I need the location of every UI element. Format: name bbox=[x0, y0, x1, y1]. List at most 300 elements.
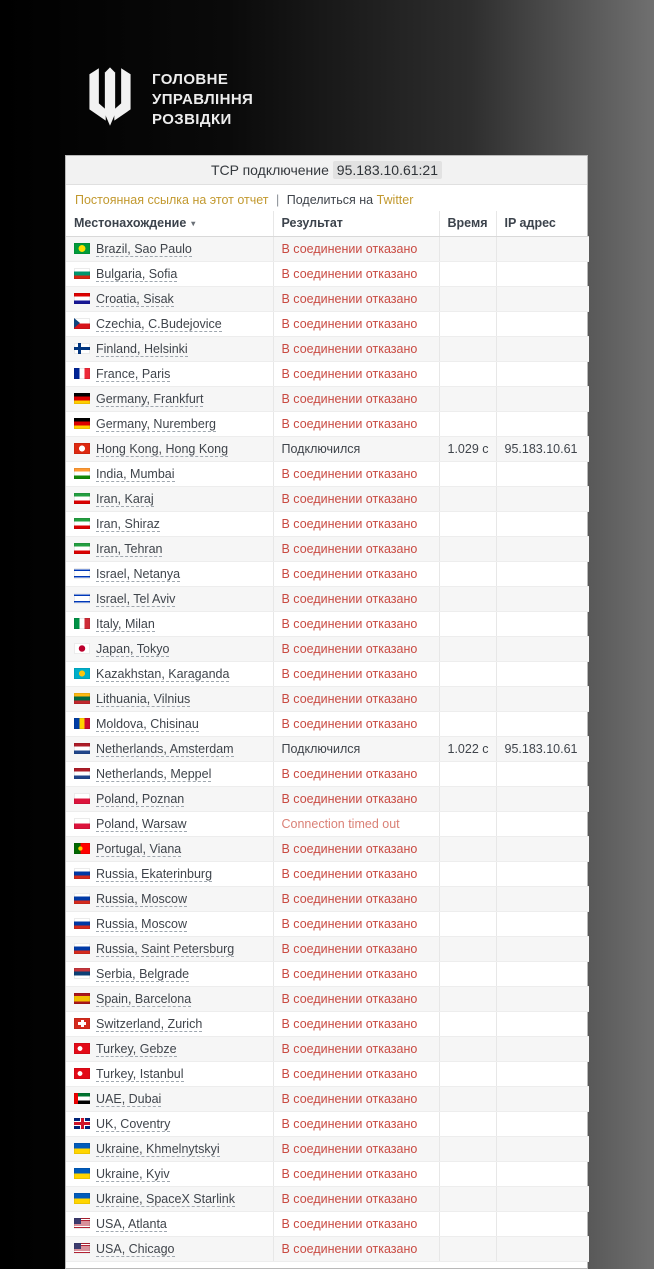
result-cell bbox=[273, 1062, 439, 1087]
ip-cell bbox=[496, 587, 589, 612]
country-flag-icon bbox=[74, 718, 90, 729]
location-link[interactable]: Iran, Tehran bbox=[96, 542, 163, 556]
table-row bbox=[66, 462, 589, 487]
ip-cell bbox=[496, 1012, 589, 1037]
result-cell bbox=[273, 762, 439, 787]
brand-line-2: УПРАВЛІННЯ bbox=[152, 91, 254, 108]
result-text: В соединении отказано bbox=[281, 792, 418, 806]
table-row bbox=[66, 1112, 589, 1137]
location-link[interactable]: Finland, Helsinki bbox=[96, 342, 188, 356]
time-cell bbox=[439, 237, 496, 262]
location-link[interactable]: UAE, Dubai bbox=[96, 1092, 162, 1106]
table-row bbox=[66, 662, 589, 687]
result-text: В соединении отказано bbox=[281, 717, 418, 731]
location-link[interactable]: Germany, Nuremberg bbox=[96, 417, 216, 431]
location-link[interactable]: Turkey, Gebze bbox=[96, 1042, 177, 1056]
table-row bbox=[66, 487, 589, 512]
location-cell bbox=[66, 1212, 273, 1237]
location-cell bbox=[66, 562, 273, 587]
location-link[interactable]: Japan, Tokyo bbox=[96, 642, 170, 656]
ip-cell bbox=[496, 1187, 589, 1212]
ip-cell bbox=[496, 1137, 589, 1162]
location-link[interactable]: Russia, Moscow bbox=[96, 892, 187, 906]
result-cell bbox=[273, 912, 439, 937]
time-cell bbox=[439, 662, 496, 687]
time-cell bbox=[439, 987, 496, 1012]
brand-line-1: ГОЛОВНЕ bbox=[152, 71, 229, 88]
country-flag-icon bbox=[74, 1093, 90, 1104]
result-cell bbox=[273, 362, 439, 387]
country-flag-icon bbox=[74, 668, 90, 679]
time-cell bbox=[439, 587, 496, 612]
result-cell bbox=[273, 387, 439, 412]
table-row bbox=[66, 287, 589, 312]
location-cell bbox=[66, 962, 273, 987]
time-cell bbox=[439, 1062, 496, 1087]
table-row bbox=[66, 937, 589, 962]
location-link[interactable]: UK, Coventry bbox=[96, 1117, 171, 1131]
country-flag-icon bbox=[74, 768, 90, 779]
result-cell bbox=[273, 612, 439, 637]
time-cell bbox=[439, 537, 496, 562]
location-cell bbox=[66, 837, 273, 862]
location-cell bbox=[66, 812, 273, 837]
country-flag-icon bbox=[74, 843, 90, 854]
permalink-link[interactable]: Постоянная ссылка на этот отчет bbox=[75, 193, 269, 207]
table-row bbox=[66, 912, 589, 937]
ip-cell bbox=[496, 387, 589, 412]
result-cell bbox=[273, 237, 439, 262]
result-text: В соединении отказано bbox=[281, 767, 418, 781]
time-cell bbox=[439, 1187, 496, 1212]
location-cell bbox=[66, 612, 273, 637]
country-flag-icon bbox=[74, 993, 90, 1004]
result-text: Подключился bbox=[281, 742, 361, 756]
location-link[interactable]: Bulgaria, Sofia bbox=[96, 267, 178, 281]
time-value: 1.029 с bbox=[447, 442, 489, 456]
time-cell bbox=[439, 512, 496, 537]
result-text: Подключился bbox=[281, 442, 361, 456]
result-cell bbox=[273, 462, 439, 487]
result-text: В соединении отказано bbox=[281, 1092, 418, 1106]
ip-cell bbox=[496, 287, 589, 312]
location-link[interactable]: Brazil, Sao Paulo bbox=[96, 242, 192, 256]
table-row bbox=[66, 1037, 589, 1062]
result-text: В соединении отказано bbox=[281, 992, 418, 1006]
result-text: В соединении отказано bbox=[281, 667, 418, 681]
result-text: В соединении отказано bbox=[281, 567, 418, 581]
col-location[interactable] bbox=[66, 211, 273, 237]
ip-cell bbox=[496, 1162, 589, 1187]
ip-cell bbox=[496, 662, 589, 687]
location-link[interactable]: Israel, Netanya bbox=[96, 567, 181, 581]
table-row bbox=[66, 837, 589, 862]
report-title bbox=[66, 156, 587, 185]
time-cell bbox=[439, 1162, 496, 1187]
country-flag-icon bbox=[74, 593, 90, 604]
table-row bbox=[66, 437, 589, 462]
time-cell bbox=[439, 762, 496, 787]
ip-value: 95.183.10.61 bbox=[504, 442, 578, 456]
table-row bbox=[66, 337, 589, 362]
result-text: В соединении отказано bbox=[281, 292, 418, 306]
table-row bbox=[66, 712, 589, 737]
time-cell bbox=[439, 262, 496, 287]
result-text: В соединении отказано bbox=[281, 492, 418, 506]
time-cell bbox=[439, 1112, 496, 1137]
location-cell bbox=[66, 337, 273, 362]
table-row bbox=[66, 562, 589, 587]
country-flag-icon bbox=[74, 818, 90, 829]
ip-cell bbox=[496, 1112, 589, 1137]
ip-cell bbox=[496, 562, 589, 587]
result-cell bbox=[273, 862, 439, 887]
time-cell bbox=[439, 412, 496, 437]
result-cell bbox=[273, 1012, 439, 1037]
result-text: В соединении отказано bbox=[281, 1117, 418, 1131]
result-cell bbox=[273, 837, 439, 862]
result-text: В соединении отказано bbox=[281, 317, 418, 331]
result-cell bbox=[273, 487, 439, 512]
location-link[interactable]: Lithuania, Vilnius bbox=[96, 692, 191, 706]
country-flag-icon bbox=[74, 418, 90, 429]
country-flag-icon bbox=[74, 618, 90, 629]
ip-cell bbox=[496, 1037, 589, 1062]
location-link[interactable]: Netherlands, Amsterdam bbox=[96, 742, 234, 756]
ip-cell bbox=[496, 887, 589, 912]
table-row bbox=[66, 962, 589, 987]
result-cell bbox=[273, 1162, 439, 1187]
location-cell bbox=[66, 1237, 273, 1262]
ip-cell bbox=[496, 962, 589, 987]
result-cell bbox=[273, 1237, 439, 1262]
location-link[interactable]: Kazakhstan, Karaganda bbox=[96, 667, 230, 681]
country-flag-icon bbox=[74, 1043, 90, 1054]
time-cell bbox=[439, 962, 496, 987]
table-row bbox=[66, 412, 589, 437]
ip-cell bbox=[496, 862, 589, 887]
ip-value: 95.183.10.61 bbox=[504, 742, 578, 756]
location-link[interactable]: Croatia, Sisak bbox=[96, 292, 174, 306]
time-cell bbox=[439, 1087, 496, 1112]
result-cell bbox=[273, 587, 439, 612]
brand-text bbox=[152, 70, 253, 130]
ip-cell bbox=[496, 787, 589, 812]
country-flag-icon bbox=[74, 643, 90, 654]
time-cell bbox=[439, 462, 496, 487]
ip-cell bbox=[496, 487, 589, 512]
ip-cell bbox=[496, 237, 589, 262]
time-cell bbox=[439, 837, 496, 862]
result-cell bbox=[273, 812, 439, 837]
table-row bbox=[66, 812, 589, 837]
result-text: В соединении отказано bbox=[281, 867, 418, 881]
result-text: В соединении отказано bbox=[281, 467, 418, 481]
ip-cell bbox=[496, 262, 589, 287]
ip-cell bbox=[496, 537, 589, 562]
report-links bbox=[66, 185, 587, 211]
ip-cell bbox=[496, 637, 589, 662]
time-cell bbox=[439, 937, 496, 962]
location-cell bbox=[66, 687, 273, 712]
country-flag-icon bbox=[74, 443, 90, 454]
location-link[interactable]: Hong Kong, Hong Kong bbox=[96, 442, 229, 456]
country-flag-icon bbox=[74, 243, 90, 254]
time-cell bbox=[439, 312, 496, 337]
country-flag-icon bbox=[74, 868, 90, 879]
result-text: В соединении отказано bbox=[281, 342, 418, 356]
time-cell bbox=[439, 637, 496, 662]
time-cell bbox=[439, 1237, 496, 1262]
country-flag-icon bbox=[74, 493, 90, 504]
time-cell bbox=[439, 1137, 496, 1162]
country-flag-icon bbox=[74, 1243, 90, 1254]
time-cell bbox=[439, 812, 496, 837]
time-cell bbox=[439, 912, 496, 937]
result-cell bbox=[273, 1087, 439, 1112]
ip-cell bbox=[496, 937, 589, 962]
gur-logo-block bbox=[84, 64, 253, 136]
table-row bbox=[66, 787, 589, 812]
location-link[interactable]: India, Mumbai bbox=[96, 467, 175, 481]
location-cell bbox=[66, 362, 273, 387]
result-cell bbox=[273, 1137, 439, 1162]
result-cell bbox=[273, 287, 439, 312]
result-text: В соединении отказано bbox=[281, 892, 418, 906]
ip-cell bbox=[496, 762, 589, 787]
result-cell bbox=[273, 562, 439, 587]
links-separator: | bbox=[276, 193, 280, 207]
results-table bbox=[66, 211, 589, 1262]
country-flag-icon bbox=[74, 743, 90, 754]
twitter-link[interactable]: Twitter bbox=[376, 193, 414, 207]
location-link[interactable]: Poland, Warsaw bbox=[96, 817, 187, 831]
location-cell bbox=[66, 787, 273, 812]
brand-line-3: РОЗВІДКИ bbox=[152, 111, 232, 128]
location-cell bbox=[66, 1162, 273, 1187]
country-flag-icon bbox=[74, 543, 90, 554]
time-cell bbox=[439, 1037, 496, 1062]
table-row bbox=[66, 612, 589, 637]
ip-cell bbox=[496, 437, 589, 462]
table-row bbox=[66, 1212, 589, 1237]
result-text: В соединении отказано bbox=[281, 642, 418, 656]
location-link[interactable]: Turkey, Istanbul bbox=[96, 1067, 184, 1081]
time-cell bbox=[439, 1212, 496, 1237]
location-link[interactable]: Moldova, Chisinau bbox=[96, 717, 199, 731]
location-link[interactable]: Russia, Moscow bbox=[96, 917, 187, 931]
location-link[interactable]: Germany, Frankfurt bbox=[96, 392, 204, 406]
ip-cell bbox=[496, 612, 589, 637]
location-link[interactable]: Switzerland, Zurich bbox=[96, 1017, 203, 1031]
result-cell bbox=[273, 412, 439, 437]
country-flag-icon bbox=[74, 518, 90, 529]
result-cell bbox=[273, 937, 439, 962]
country-flag-icon bbox=[74, 1143, 90, 1154]
country-flag-icon bbox=[74, 468, 90, 479]
time-cell bbox=[439, 362, 496, 387]
location-cell bbox=[66, 762, 273, 787]
location-cell bbox=[66, 862, 273, 887]
location-cell bbox=[66, 262, 273, 287]
location-cell bbox=[66, 487, 273, 512]
country-flag-icon bbox=[74, 1193, 90, 1204]
location-link[interactable]: Ukraine, Kyiv bbox=[96, 1167, 170, 1181]
time-cell bbox=[439, 562, 496, 587]
country-flag-icon bbox=[74, 568, 90, 579]
country-flag-icon bbox=[74, 268, 90, 279]
location-cell bbox=[66, 512, 273, 537]
location-link[interactable]: Spain, Barcelona bbox=[96, 992, 192, 1006]
gur-trident-icon bbox=[84, 64, 136, 136]
table-row bbox=[66, 862, 589, 887]
result-cell bbox=[273, 512, 439, 537]
location-cell bbox=[66, 662, 273, 687]
table-row bbox=[66, 762, 589, 787]
time-cell bbox=[439, 287, 496, 312]
table-row bbox=[66, 1087, 589, 1112]
location-link[interactable]: Israel, Tel Aviv bbox=[96, 592, 176, 606]
location-link[interactable]: Italy, Milan bbox=[96, 617, 155, 631]
result-cell bbox=[273, 1187, 439, 1212]
result-text: В соединении отказано bbox=[281, 692, 418, 706]
result-cell bbox=[273, 1112, 439, 1137]
result-cell bbox=[273, 1212, 439, 1237]
location-cell bbox=[66, 312, 273, 337]
result-text: В соединении отказано bbox=[281, 267, 418, 281]
result-cell bbox=[273, 687, 439, 712]
time-cell bbox=[439, 887, 496, 912]
location-link[interactable]: Iran, Shiraz bbox=[96, 517, 160, 531]
result-cell bbox=[273, 787, 439, 812]
country-flag-icon bbox=[74, 943, 90, 954]
country-flag-icon bbox=[74, 293, 90, 304]
table-header-row bbox=[66, 211, 589, 237]
result-text: В соединении отказано bbox=[281, 592, 418, 606]
ip-cell bbox=[496, 337, 589, 362]
location-link[interactable]: France, Paris bbox=[96, 367, 171, 381]
result-cell bbox=[273, 662, 439, 687]
ip-cell bbox=[496, 512, 589, 537]
ip-cell bbox=[496, 362, 589, 387]
location-cell bbox=[66, 912, 273, 937]
location-cell bbox=[66, 1012, 273, 1037]
location-cell bbox=[66, 637, 273, 662]
time-cell bbox=[439, 487, 496, 512]
table-row bbox=[66, 1012, 589, 1037]
table-row bbox=[66, 1062, 589, 1087]
location-cell bbox=[66, 537, 273, 562]
table-row bbox=[66, 587, 589, 612]
result-text: В соединении отказано bbox=[281, 1217, 418, 1231]
result-cell bbox=[273, 537, 439, 562]
result-text: В соединении отказано bbox=[281, 617, 418, 631]
result-text: В соединении отказано bbox=[281, 1142, 418, 1156]
country-flag-icon bbox=[74, 918, 90, 929]
result-text: В соединении отказано bbox=[281, 942, 418, 956]
ip-cell bbox=[496, 312, 589, 337]
location-link[interactable]: Czechia, C.Budejovice bbox=[96, 317, 222, 331]
ip-cell bbox=[496, 712, 589, 737]
result-text: В соединении отказано bbox=[281, 542, 418, 556]
result-text: В соединении отказано bbox=[281, 517, 418, 531]
location-link[interactable]: Iran, Karaj bbox=[96, 492, 154, 506]
ip-cell bbox=[496, 737, 589, 762]
location-link[interactable]: Russia, Ekaterinburg bbox=[96, 867, 213, 881]
time-cell bbox=[439, 437, 496, 462]
time-cell bbox=[439, 687, 496, 712]
location-link[interactable]: USA, Atlanta bbox=[96, 1217, 167, 1231]
ip-cell bbox=[496, 687, 589, 712]
table-row bbox=[66, 537, 589, 562]
location-link[interactable]: Portugal, Viana bbox=[96, 842, 182, 856]
col-ip: IP адрес bbox=[496, 211, 589, 237]
country-flag-icon bbox=[74, 318, 90, 329]
ip-cell bbox=[496, 1062, 589, 1087]
table-row bbox=[66, 737, 589, 762]
ip-cell bbox=[496, 1087, 589, 1112]
result-text: В соединении отказано bbox=[281, 1042, 418, 1056]
result-cell bbox=[273, 262, 439, 287]
table-row bbox=[66, 1162, 589, 1187]
table-row bbox=[66, 362, 589, 387]
sort-indicator-icon: ▾ bbox=[191, 219, 196, 228]
location-cell bbox=[66, 412, 273, 437]
location-link[interactable]: Ukraine, Khmelnytskyi bbox=[96, 1142, 220, 1156]
country-flag-icon bbox=[74, 343, 90, 354]
location-link[interactable]: Ukraine, SpaceX Starlink bbox=[96, 1192, 235, 1206]
table-row bbox=[66, 987, 589, 1012]
result-text: В соединении отказано bbox=[281, 1017, 418, 1031]
time-cell bbox=[439, 862, 496, 887]
result-cell bbox=[273, 1037, 439, 1062]
location-link[interactable]: USA, Chicago bbox=[96, 1242, 175, 1256]
location-link[interactable]: Serbia, Belgrade bbox=[96, 967, 190, 981]
ip-cell bbox=[496, 1237, 589, 1262]
location-cell bbox=[66, 1187, 273, 1212]
ip-cell bbox=[496, 812, 589, 837]
location-cell bbox=[66, 1037, 273, 1062]
country-flag-icon bbox=[74, 393, 90, 404]
country-flag-icon bbox=[74, 793, 90, 804]
table-row bbox=[66, 637, 589, 662]
result-cell bbox=[273, 337, 439, 362]
table-row bbox=[66, 1187, 589, 1212]
time-cell bbox=[439, 787, 496, 812]
table-row bbox=[66, 1237, 589, 1262]
result-cell bbox=[273, 887, 439, 912]
country-flag-icon bbox=[74, 368, 90, 379]
location-link[interactable]: Netherlands, Meppel bbox=[96, 767, 212, 781]
location-cell bbox=[66, 237, 273, 262]
location-cell bbox=[66, 987, 273, 1012]
location-cell bbox=[66, 712, 273, 737]
report-panel bbox=[65, 155, 588, 1269]
time-cell bbox=[439, 612, 496, 637]
ip-cell bbox=[496, 837, 589, 862]
location-link[interactable]: Russia, Saint Petersburg bbox=[96, 942, 235, 956]
result-cell bbox=[273, 962, 439, 987]
result-text: Connection timed out bbox=[281, 817, 400, 831]
time-cell bbox=[439, 337, 496, 362]
time-value: 1.022 с bbox=[447, 742, 489, 756]
location-link[interactable]: Poland, Poznan bbox=[96, 792, 185, 806]
table-row bbox=[66, 1137, 589, 1162]
result-text: В соединении отказано bbox=[281, 917, 418, 931]
location-cell bbox=[66, 737, 273, 762]
location-cell bbox=[66, 587, 273, 612]
share-label: Поделиться на bbox=[286, 193, 374, 207]
